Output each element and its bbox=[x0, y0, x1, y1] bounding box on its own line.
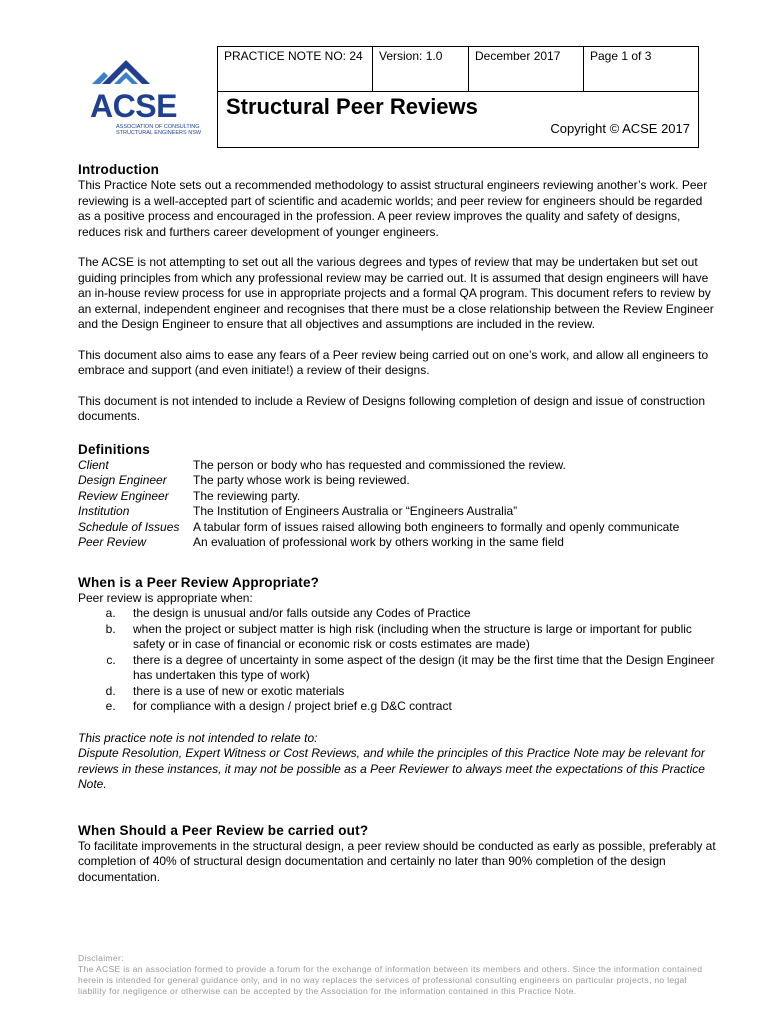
definition-term: Institution bbox=[78, 504, 130, 518]
appropriate-list bbox=[78, 606, 718, 715]
disclaimer-label: Disclaimer: bbox=[78, 953, 124, 963]
definition-text: The Institution of Engineers Australia or “Engineers Australia” bbox=[193, 504, 518, 518]
definitions-heading: Definitions bbox=[78, 441, 150, 457]
logo-name: ACSE bbox=[90, 88, 177, 124]
intro-paragraph-1: This Practice Note sets out a recommended methodology to assist structural engineers reviewing another’s work. Peer reviewing is a well-accepted part of scientific and academic worlds; and peer review for engineers should be regarded as a positive process and encouraged in the profession. A peer review improves the quality and safety of designs, reduces risk and furthers career development of younger engineers. bbox=[78, 178, 708, 239]
definition-term: Peer Review bbox=[78, 535, 147, 549]
intro-paragraph-4: This document is not intended to include a Review of Designs following completion of design and issue of construction documents. bbox=[78, 393, 706, 423]
when-appropriate-heading: When is a Peer Review Appropriate? bbox=[78, 574, 320, 590]
list-item: c. there is a degree of uncertainty in some aspect of the design (it may be the first time that the Design Engineer has undertaken this type of work) bbox=[119, 653, 718, 684]
practice-note-number: PRACTICE NOTE NO: 24 bbox=[218, 47, 373, 91]
definition-text: A tabular form of issues raised allowing both engineers to formally and openly communicate bbox=[193, 519, 680, 534]
definition-term: Design Engineer bbox=[78, 473, 167, 487]
document-body bbox=[78, 162, 718, 885]
disclaimer-text: The ACSE is an association formed to provide a forum for the exchange of information between its members and others. Since the information contained herein is intended for general guidance only, and in no way replaces the services of professional consulting engineers on particular projects, no legal liability for negligence or otherwise can be accepted by the Association for the information contained in this Practice Note. bbox=[78, 964, 703, 996]
when-carried-heading: When Should a Peer Review be carried out? bbox=[78, 822, 369, 838]
copyright: Copyright © ACSE 2017 bbox=[550, 121, 690, 136]
intro-paragraph-3: This document also aims to ease any fears of a Peer review being carried out on one’s work, and allow all engineers to embrace and support (and even initiate!) a review of their designs. bbox=[78, 347, 709, 377]
list-item: b. when the project or subject matter is high risk (including when the structure is large or important for public safety or in case of financial or economic risk or costs estimates are made) bbox=[119, 622, 718, 653]
disclaimer bbox=[78, 953, 714, 997]
scope-note-text: Dispute Resolution, Expert Witness or Cost Reviews, and while the principles of this Practice Note may be relevant for reviews in these instances, it may not be possible as a Peer Reviewer to always meet the expectations of this Practice Note. bbox=[78, 746, 705, 791]
document-header bbox=[217, 46, 699, 148]
when-carried-paragraph: To facilitate improvements in the structural design, a peer review should be conducted as early as possible, preferably at completion of 40% of structural design documentation and certainly no later than 90% completion of the design documentation. bbox=[78, 838, 716, 884]
scope-note-title: This practice note is not intended to relate to: bbox=[78, 730, 318, 745]
when-appropriate-lead: Peer review is appropriate when: bbox=[78, 590, 253, 605]
page-number: Page 1 of 3 bbox=[590, 49, 652, 63]
intro-heading: Introduction bbox=[78, 162, 160, 177]
definitions-list bbox=[78, 458, 718, 551]
definition-term: Client bbox=[78, 457, 109, 472]
definition-term: Schedule of Issues bbox=[78, 519, 180, 534]
intro-paragraph-2: The ACSE is not attempting to set out all the various degrees and types of review that may be undertaken but set out guiding principles from which any professional review may be carried out. It is assumed that design engineers will have an in-house review process for use in appropriate projects and a formal QA program. This document refers to review by an external, independent engineer and recognises that there must be a close relationship between the Review Engineer and the Design Engineer to ensure that all objectives and assumptions are included in the review. bbox=[78, 255, 714, 331]
definition-term: Review Engineer bbox=[78, 488, 169, 503]
definition-text: The party whose work is being reviewed. bbox=[193, 473, 410, 487]
definition-text: The reviewing party. bbox=[193, 488, 301, 503]
list-item: e. for compliance with a design / project brief e.g D&C contract bbox=[119, 699, 718, 715]
version: Version: 1.0 bbox=[373, 47, 469, 91]
list-item: d. there is a use of new or exotic materials bbox=[119, 684, 718, 700]
date: December 2017 bbox=[469, 47, 584, 91]
logo-subtitle: ASSOCIATION OF CONSULTING STRUCTURAL ENGINEERS NSW bbox=[116, 124, 202, 136]
document-title: Structural Peer Reviews bbox=[226, 94, 478, 119]
definition-text: The person or body who has requested and commissioned the review. bbox=[193, 457, 566, 472]
list-item: a. the design is unusual and/or falls outside any Codes of Practice bbox=[119, 606, 718, 622]
definition-text: An evaluation of professional work by others working in the same field bbox=[193, 535, 564, 549]
